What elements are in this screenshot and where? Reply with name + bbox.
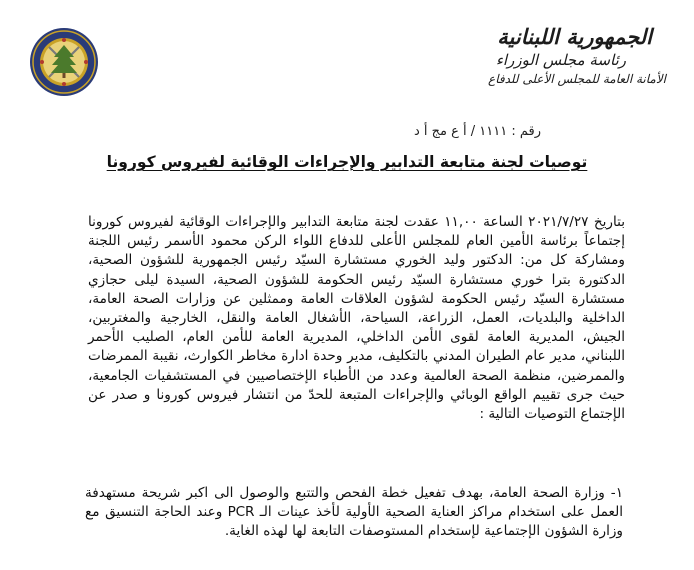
letterhead-republic: الجمهورية اللبنانية [497,24,652,49]
document-title: توصيات لجنة متابعة التدابير والإجراءات الوقائية لفيروس كورونا [106,153,588,171]
body-paragraph: بتاريخ ٢٠٢١/٧/٢٧ الساعة ١١,٠٠ عقدت لجنة متابعة التدابير والإجراءات الوقائية لفيروس كورونا إجتماعاً برئاسة الأمين العام للمجلس الأعلى للدفاع اللواء الركن محمود الأسمر رئيس اللجنة ومشاركة كل من: الدكتور وليد الخوري مستشارة السيّد رئيس الجمهورية للشؤون الصحية، الدكتورة بترا خوري مستشارة السيّد رئيس الحكومة للشؤون الصحية، السيدة ليلى حجازي مستشارة السيّد رئيس الحكومة لشؤون العلاقات العامة وممثلين عن وزارات الصحة العامة، الداخلية والبلديات، العمل، الزراعة، السياحة، الأشغال العامة والنقل، الخارجية والمغتربين، الجيش، المديرية العامة لقوى الأمن الداخلي، المديرية العامة للأمن العام، الصليب الأحمر اللبناني، مدير عام الطيران المدني بالتكليف، مدير وحدة ادارة مخاطر الكوارث، نقيبة الممرضات والممرضين، منظمة الصحة العالمية وعدد من الأطباء الإختصاصيين في المستشفيات الجامعية، حيث جرى تقييم الواقع الوبائي والإجراءات المتبعة للحدّ من انتشار فيروس كورونا و صدر عن الإجتماع التوصيات التالية : [88,214,626,423]
letterhead-secretariat: الأمانة العامة للمجلس الأعلى للدفاع [488,72,666,86]
council-emblem-icon [29,27,99,97]
letterhead [406,24,666,88]
letterhead-presidency: رئاسة مجلس الوزراء [495,51,626,69]
recommendation-item: ١- وزارة الصحة العامة، بهدف تفعيل خطة الفحص والتتبع والوصول الى اكبر شريحة مستهدفة العمل على استخدام مراكز العناية الصحية الأولية لأخذ عينات الـ PCR وعند الحاجة التنسيق مع وزارة الشؤون الإجتماعية لإستخدام المستوصفات التابعة لها لهذه الغاية. [85,485,623,540]
reference-number: رقم : ١١١١ / أ ع مج أ د [413,124,541,139]
